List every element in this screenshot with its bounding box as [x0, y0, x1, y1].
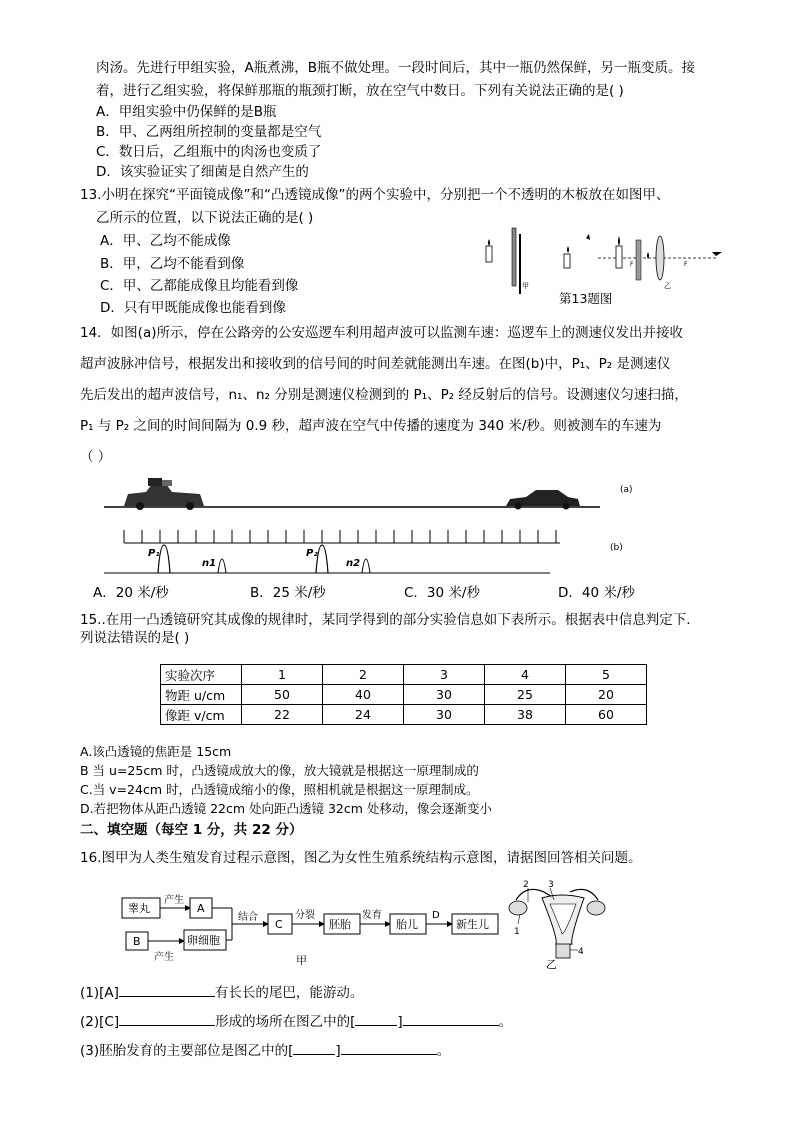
- q14-option-a: A．20 米/秒: [93, 585, 169, 601]
- q14-line2: 超声波脉冲信号，根据发出和接收到的信号间的时间差就能测出车速。在图(b)中，P₁、P₂ 是测速仪: [80, 356, 671, 372]
- label-p2: P₂: [306, 548, 318, 559]
- label-n1: n1: [202, 558, 217, 569]
- q14-line3: 先后发出的超声波信号，n₁、n₂ 分别是测速仪检测到的 P₁、P₂ 经反射后的信号。设测速仪匀速扫描，: [80, 387, 688, 403]
- table-cell: 60: [566, 705, 647, 725]
- sub3-end: 。: [436, 1043, 451, 1059]
- label-f2: F: [684, 261, 688, 268]
- sub3-prefix: (3)胚胎发育的主要部位是图乙中的[: [80, 1043, 294, 1059]
- table-cell: 40: [323, 685, 404, 705]
- label-a: (a): [620, 485, 633, 495]
- q14-option-b: B．25 米/秒: [250, 585, 326, 601]
- q16-sub2: [80, 1013, 512, 1030]
- label-produce1: 产生: [164, 895, 184, 906]
- q12-option-c: C．数日后，乙组瓶中的肉汤也变质了: [96, 144, 322, 160]
- label-2: 2: [523, 880, 529, 890]
- box-egg: 卵细胞: [187, 934, 220, 947]
- answer-blank-1[interactable]: [119, 984, 215, 997]
- q14-figure: [100, 470, 660, 585]
- label-combine: 结合: [238, 912, 258, 923]
- q15-option-c: C.当 v=24cm 时，凸透镜成缩小的像，照相机就是根据这一原理制成。: [80, 782, 479, 797]
- q13-option-d: D．只有甲既能成像也能看到像: [100, 300, 286, 316]
- table-cell: 20: [566, 685, 647, 705]
- table-cell: 3: [404, 665, 485, 685]
- q15-line1: 15..在用一凸透镜研究其成像的规律时，某同学得到的部分实验信息如下表所示。根据表中信息判定下.: [80, 612, 691, 628]
- q12-line1: 肉汤。先进行甲组实验，A瓶煮沸，B瓶不做处理。一段时间后，其中一瓶仍然保鲜，另一瓶变质。接: [96, 60, 695, 76]
- flowchart-jia: [122, 893, 498, 967]
- label-develop: 发育: [362, 910, 382, 921]
- q14-line1: 14．如图(a)所示，停在公路旁的公安巡逻车利用超声波可以监测车速：巡逻车上的测速仪发出并接收: [80, 325, 683, 341]
- figure-a: [104, 478, 633, 510]
- label-b: (b): [610, 543, 623, 553]
- table-head-cell: 实验次序: [161, 665, 242, 685]
- answer-blank-2[interactable]: [119, 1013, 215, 1026]
- answer-blank-3[interactable]: [355, 1013, 397, 1026]
- sub1-prefix: (1)[A]: [80, 985, 119, 1001]
- answer-blank-5[interactable]: [293, 1042, 335, 1055]
- table-row: [161, 685, 647, 705]
- table-head-cell: 物距 u/cm: [161, 685, 242, 705]
- label-n2: n2: [346, 558, 361, 569]
- box-c: C: [275, 918, 283, 931]
- table-cell: 2: [323, 665, 404, 685]
- box-newborn: 新生儿: [456, 918, 489, 931]
- label-yi: 乙: [546, 958, 557, 970]
- lens-setup-yi: [564, 234, 722, 290]
- table-head-cell: 像距 v/cm: [161, 705, 242, 725]
- box-testis: 睾丸: [128, 902, 150, 915]
- sub3-bracket: ]: [335, 1043, 341, 1059]
- q13-figure-caption: 第13题图: [559, 291, 613, 306]
- q13-line1: 13.小明在探究“平面镜成像”和“凸透镜成像”的两个实验中，分别把一个不透明的木板放在如图甲、: [80, 187, 670, 203]
- q15-table: [160, 664, 647, 725]
- sub2-prefix: (2)[C]: [80, 1014, 120, 1030]
- box-embryo: 胚胎: [329, 918, 351, 931]
- section-title: 二、填空题（每空 1 分，共 22 分）: [80, 822, 303, 838]
- sub1-suffix: 有长长的尾巴，能游动。: [214, 985, 364, 1001]
- label-divide: 分裂: [295, 910, 315, 921]
- q12-line2: 着，进行乙组实验，将保鲜那瓶的瓶颈打断，放在空气中数日。下列有关说法正确的是( ): [96, 83, 624, 99]
- mirror-setup-jia: [486, 228, 529, 294]
- q14-line5: （ ）: [80, 449, 112, 465]
- table-row: [161, 665, 647, 685]
- label-4: 4: [578, 947, 584, 957]
- q14-option-d: D．40 米/秒: [558, 585, 635, 601]
- label-d: D: [432, 910, 440, 921]
- q16-stem: 16.图甲为人类生殖发育过程示意图，图乙为女性生殖系统结构示意图，请据图回答相关问题。: [80, 850, 642, 866]
- table-row: [161, 705, 647, 725]
- table-cell: 22: [242, 705, 323, 725]
- table-cell: 1: [242, 665, 323, 685]
- figure-b: [124, 530, 560, 543]
- q16-sub1: [80, 984, 363, 1001]
- label-p1: P₁: [148, 548, 160, 559]
- q16-figure: [118, 878, 608, 970]
- table-cell: 24: [323, 705, 404, 725]
- table-cell: 4: [485, 665, 566, 685]
- q13-option-c: C．甲、乙都能成像且均能看到像: [100, 278, 299, 294]
- sub2-bracket: ]: [397, 1014, 403, 1030]
- label-1: 1: [514, 927, 520, 937]
- q13-line2: 乙所示的位置，以下说法正确的是( ): [96, 210, 314, 226]
- label-yi: 乙: [664, 282, 671, 290]
- table-cell: 38: [485, 705, 566, 725]
- q13-option-a: A．甲、乙均不能成像: [100, 233, 231, 249]
- table-cell: 5: [566, 665, 647, 685]
- box-b: B: [133, 935, 141, 948]
- label-produce2: 产生: [154, 952, 174, 963]
- q14-option-c: C．30 米/秒: [404, 585, 480, 601]
- sub2-middle: 形成的场所在图乙中的[: [215, 1014, 356, 1030]
- q15-option-d: D.若把物体从距凸透镜 22cm 处向距凸透镜 32cm 处移动，像会逐渐变小: [80, 801, 492, 816]
- sub2-end: 。: [498, 1014, 513, 1030]
- label-jia: 甲: [296, 954, 307, 967]
- label-f1: F: [630, 261, 634, 268]
- answer-blank-4[interactable]: [403, 1013, 499, 1026]
- q12-option-a: A．甲组实验中仍保鲜的是B瓶: [96, 104, 277, 120]
- q12-option-b: B．甲、乙两组所控制的变量都是空气: [96, 124, 322, 140]
- signal-trace: [104, 545, 550, 573]
- patrol-car: [124, 478, 204, 510]
- q14-line4: P₁ 与 P₂ 之间的时间间隔为 0.9 秒，超声波在空气中传播的速度为 340 米/秒。则被测车的车速为: [80, 418, 662, 434]
- table-cell: 50: [242, 685, 323, 705]
- q13-option-b: B．甲，乙均不能看到像: [100, 256, 245, 272]
- box-a: A: [197, 902, 205, 915]
- reproductive-diagram-yi: [509, 880, 605, 970]
- label-jia: 甲: [522, 282, 529, 290]
- q15-option-b: B 当 u=25cm 时，凸透镜成放大的像，放大镜就是根据这一原理制成的: [80, 763, 479, 778]
- answer-blank-6[interactable]: [341, 1042, 437, 1055]
- table-cell: 30: [404, 705, 485, 725]
- q12-option-d: D．该实验证实了细菌是自然产生的: [96, 164, 309, 180]
- box-fetus: 胎儿: [396, 918, 418, 931]
- q15-line2: 列说法错误的是( ): [80, 630, 190, 646]
- q16-sub3: [80, 1042, 450, 1059]
- table-cell: 30: [404, 685, 485, 705]
- q15-option-a: A.该凸透镜的焦距是 15cm: [80, 744, 232, 759]
- table-cell: 25: [485, 685, 566, 705]
- label-3: 3: [548, 880, 554, 890]
